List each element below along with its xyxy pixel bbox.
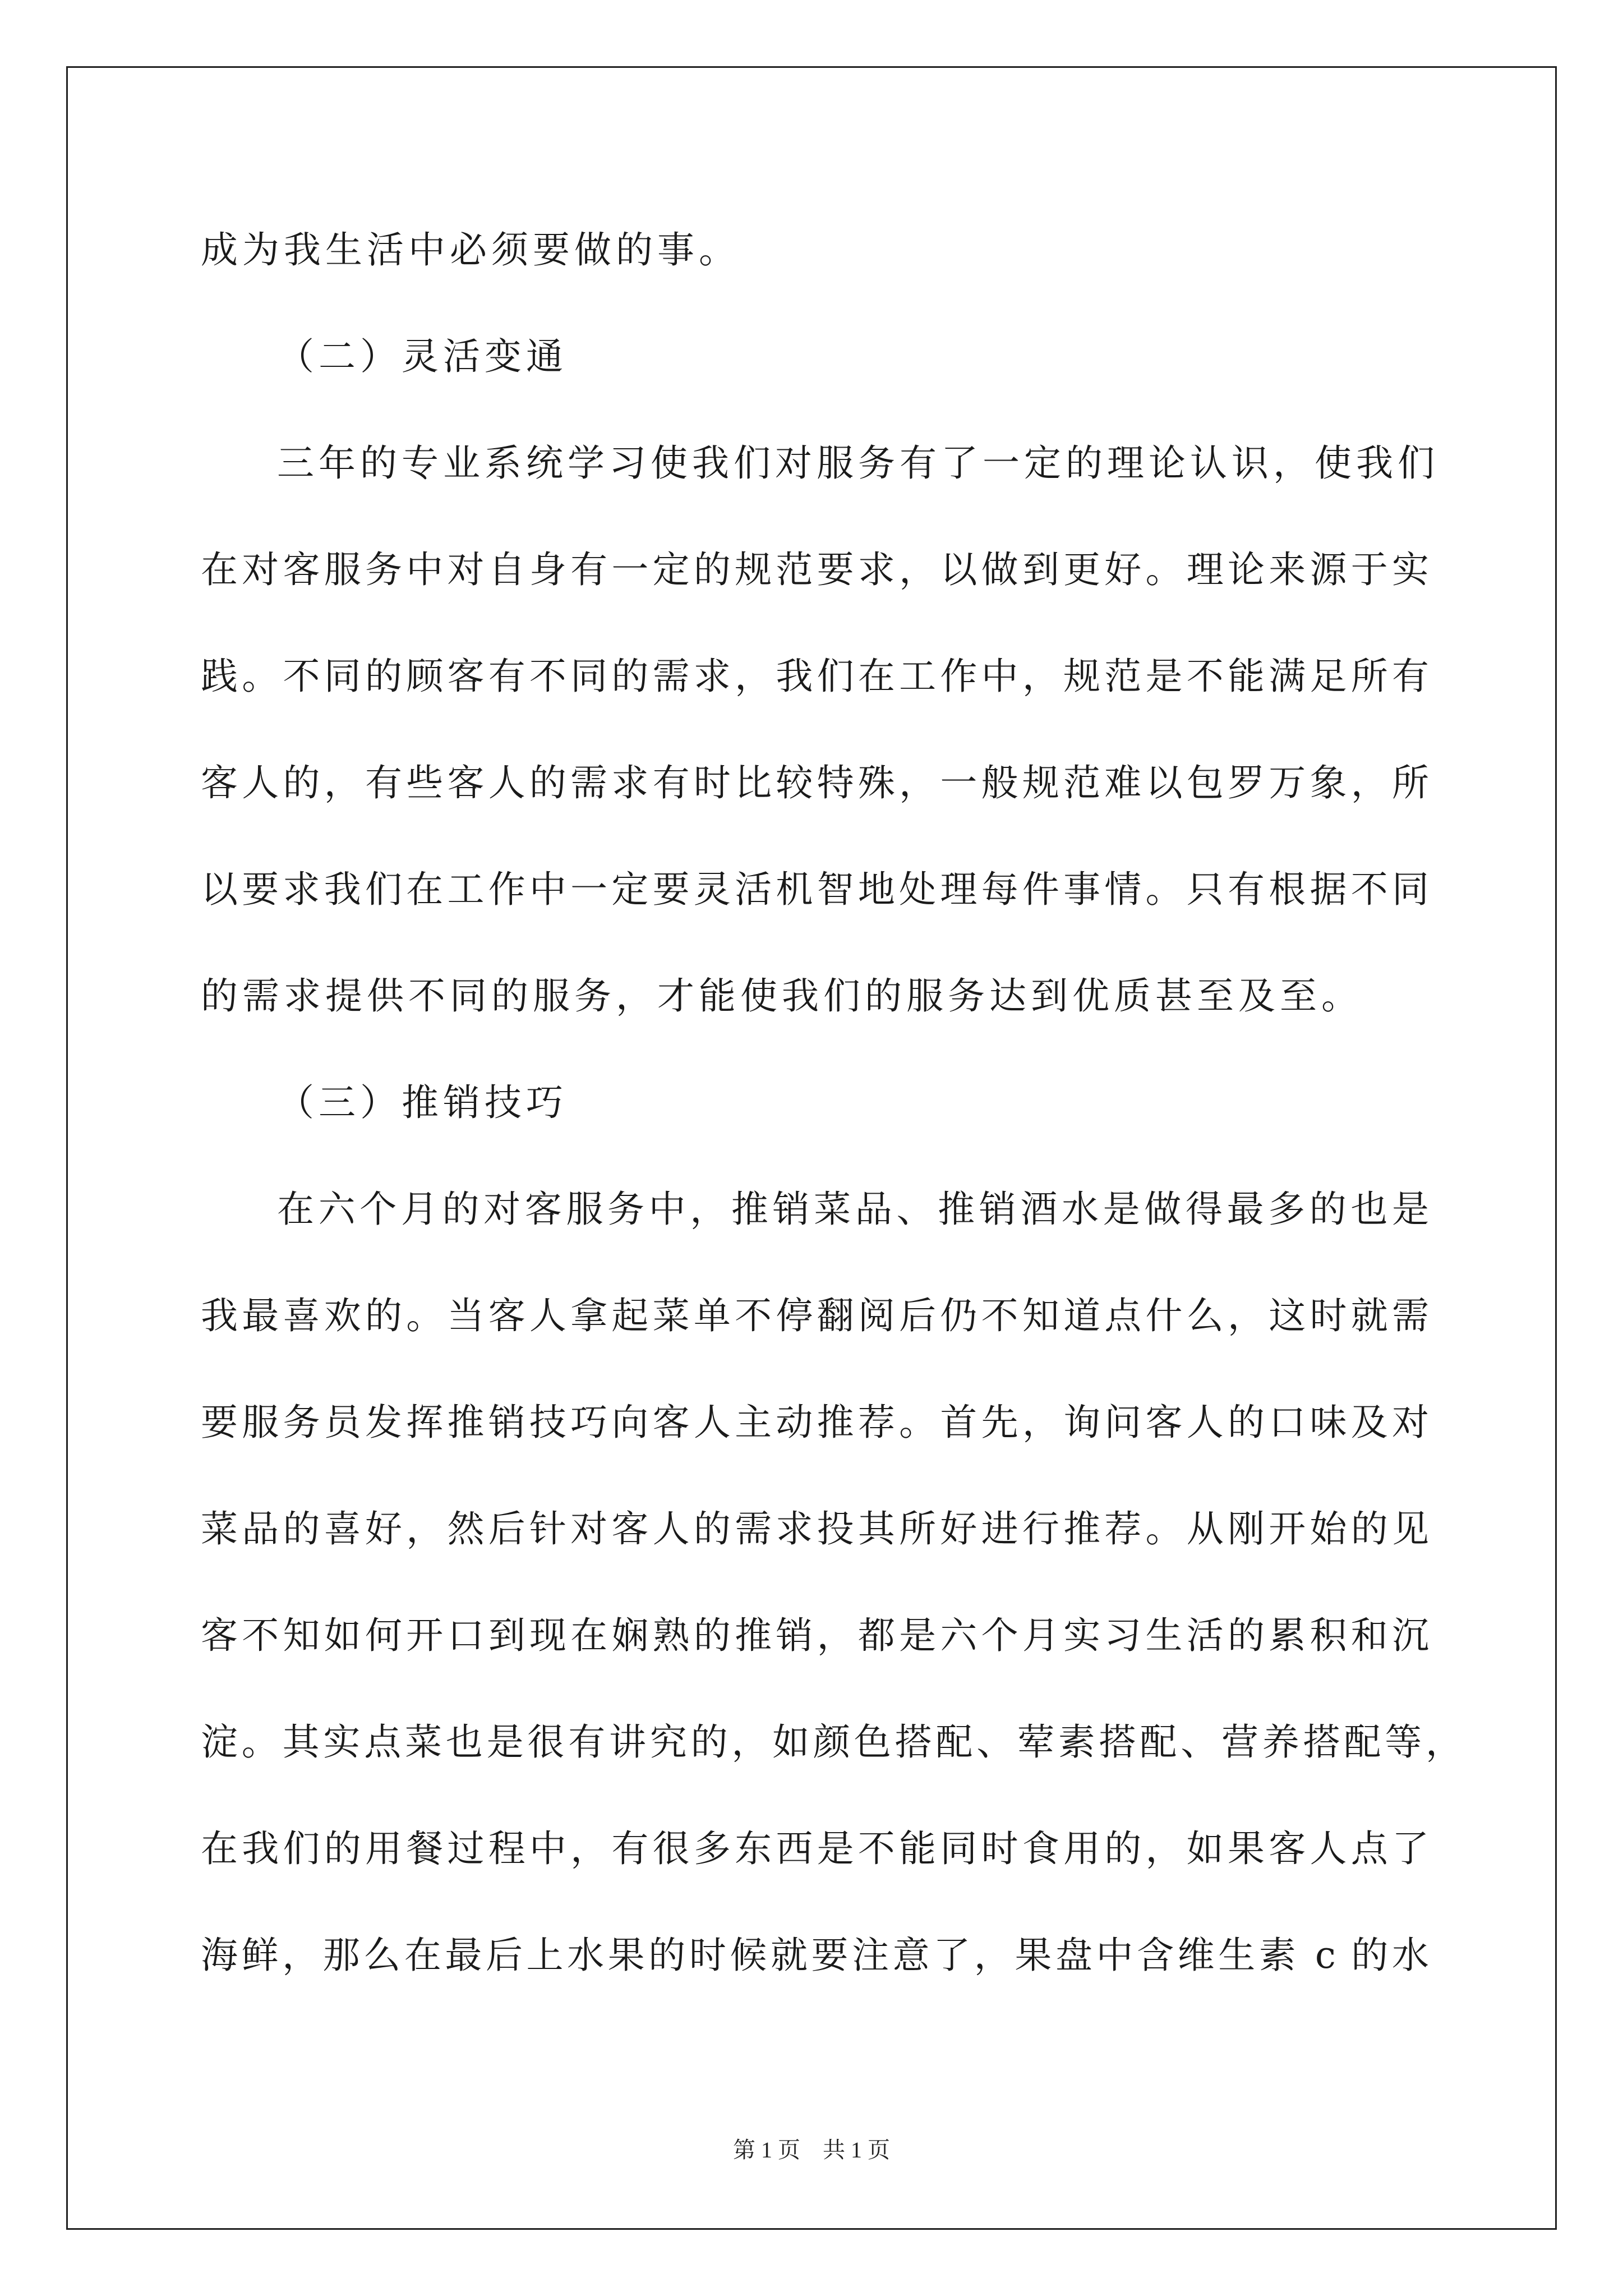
paragraph-line: 淀。其实点菜也是很有讲究的，如颜色搭配、荤素搭配、营养搭配等， bbox=[201, 1720, 1463, 1764]
section-heading: （二）灵活变通 bbox=[277, 335, 568, 378]
total-pages: 共 1 页 bbox=[823, 2137, 890, 2162]
paragraph-line: 以要求我们在工作中一定要灵活机智地处理每件事情。只有根据不同 bbox=[201, 868, 1429, 911]
paragraph-line: 客人的，有些客人的需求有时比较特殊，一般规范难以包罗万象，所 bbox=[201, 761, 1429, 804]
paragraph-line: 菜品的喜好，然后针对客人的需求投其所好进行推荐。从刚开始的见 bbox=[201, 1507, 1429, 1550]
page-footer bbox=[0, 2136, 1623, 2164]
paragraph-line: 在对客服务中对自身有一定的规范要求，以做到更好。理论来源于实 bbox=[201, 548, 1429, 591]
paragraph-line: 要服务员发挥推销技巧向客人主动推荐。首先，询问客人的口味及对 bbox=[201, 1401, 1429, 1444]
paragraph-line: 践。不同的顾客有不同的需求，我们在工作中，规范是不能满足所有 bbox=[201, 655, 1429, 698]
paragraph-line: 成为我生活中必须要做的事。 bbox=[201, 228, 740, 272]
section-heading: （三）推销技巧 bbox=[277, 1081, 568, 1124]
paragraph-line: 海鲜，那么在最后上水果的时候就要注意了，果盘中含维生素 c 的水 bbox=[201, 1934, 1429, 1977]
page-number: 第 1 页 bbox=[733, 2137, 800, 2162]
paragraph-line: 的需求提供不同的服务，才能使我们的服务达到优质甚至及至。 bbox=[201, 974, 1363, 1018]
paragraph-line: 在我们的用餐过程中，有很多东西是不能同时食用的，如果客人点了 bbox=[201, 1827, 1429, 1870]
paragraph-line: 我最喜欢的。当客人拿起菜单不停翻阅后仍不知道点什么，这时就需 bbox=[201, 1294, 1429, 1337]
paragraph-line: 客不知如何开口到现在娴熟的推销，都是六个月实习生活的累积和沉 bbox=[201, 1614, 1429, 1657]
paragraph-line: 三年的专业系统学习使我们对服务有了一定的理论认识，使我们 bbox=[277, 441, 1439, 485]
paragraph-line: 在六个月的对客服务中，推销菜品、推销酒水是做得最多的也是 bbox=[277, 1188, 1429, 1231]
page-border bbox=[66, 66, 1557, 2230]
